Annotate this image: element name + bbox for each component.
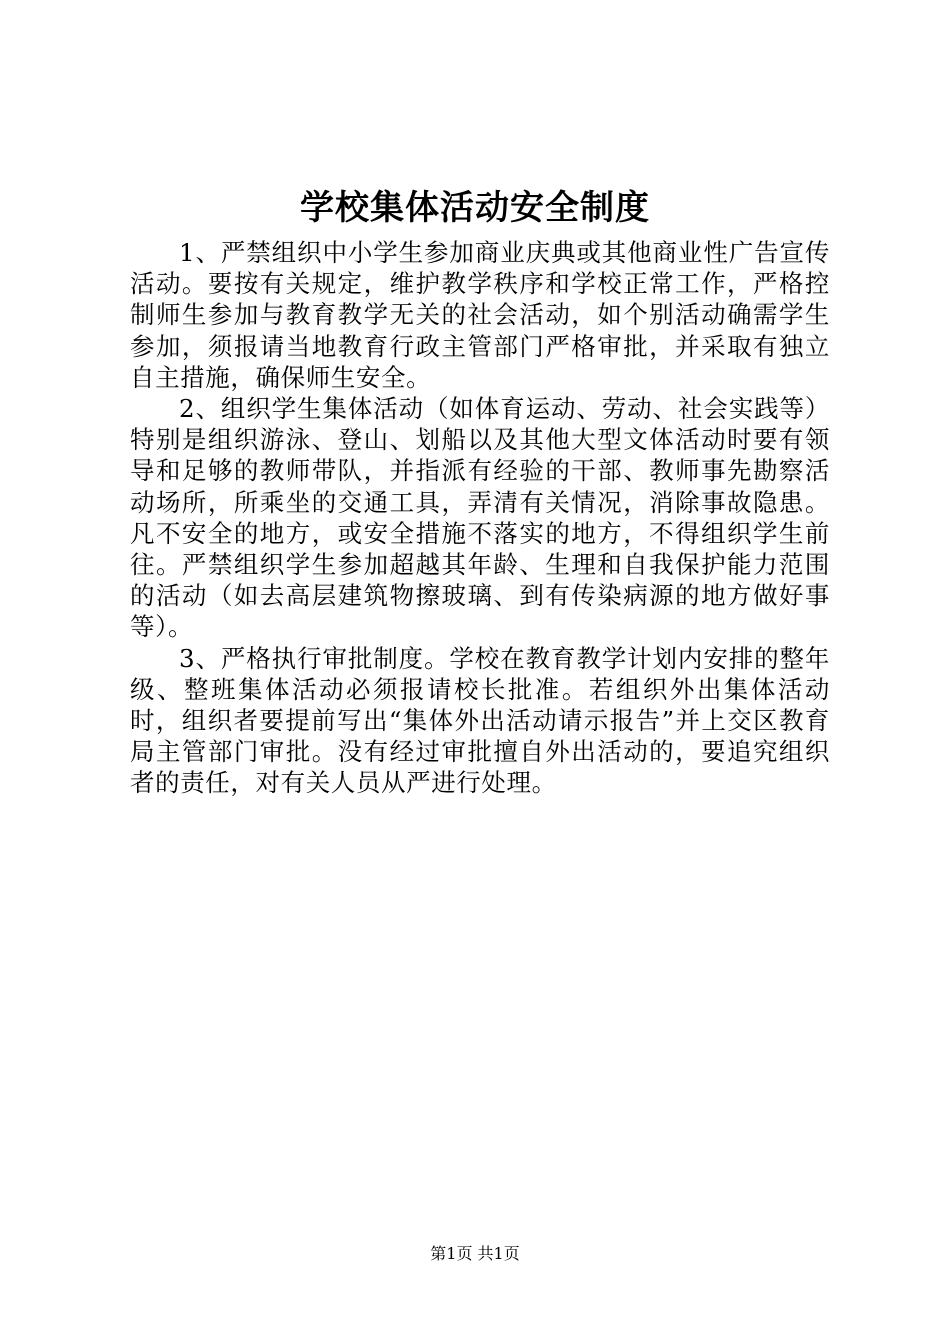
- document-title: 学校集体活动安全制度: [300, 188, 650, 228]
- page-footer: 第1页 共1页: [430, 1244, 520, 1263]
- paragraph-3: 3、严格执行审批制度。学校在教育教学计划内安排的整年级、整班集体活动必须报请校长批准。若组织外出集体活动时，组织者要提前写出“集体外出活动请示报告”并上交区教育局主管部门审批。没有经过审批擅自外出活动的，要追究组织者的责任，对有关人员从严进行处理。: [130, 643, 830, 798]
- paragraph-2: 2、组织学生集体活动（如体育运动、劳动、社会实践等）特别是组织游泳、登山、划船以及其他大型文体活动时要有领导和足够的教师带队，并指派有经验的干部、教师事先勘察活动场所，所乘坐的交通工具，弄清有关情况，消除事故隐患。凡不安全的地方，或安全措施不落实的地方，不得组织学生前往。严禁组织学生参加超越其年龄、生理和自我保护能力范围的活动（如去高层建筑物擦玻璃、到有传染病源的地方做好事等）。: [130, 394, 830, 642]
- paragraph-1: 1、严禁组织中小学生参加商业庆典或其他商业性广告宣传活动。要按有关规定，维护教学秩序和学校正常工作，严格控制师生参加与教育教学无关的社会活动，如个别活动确需学生参加，须报请当地教育行政主管部门严格审批，并采取有独立自主措施，确保师生安全。: [130, 238, 830, 392]
- document-body: [130, 237, 830, 799]
